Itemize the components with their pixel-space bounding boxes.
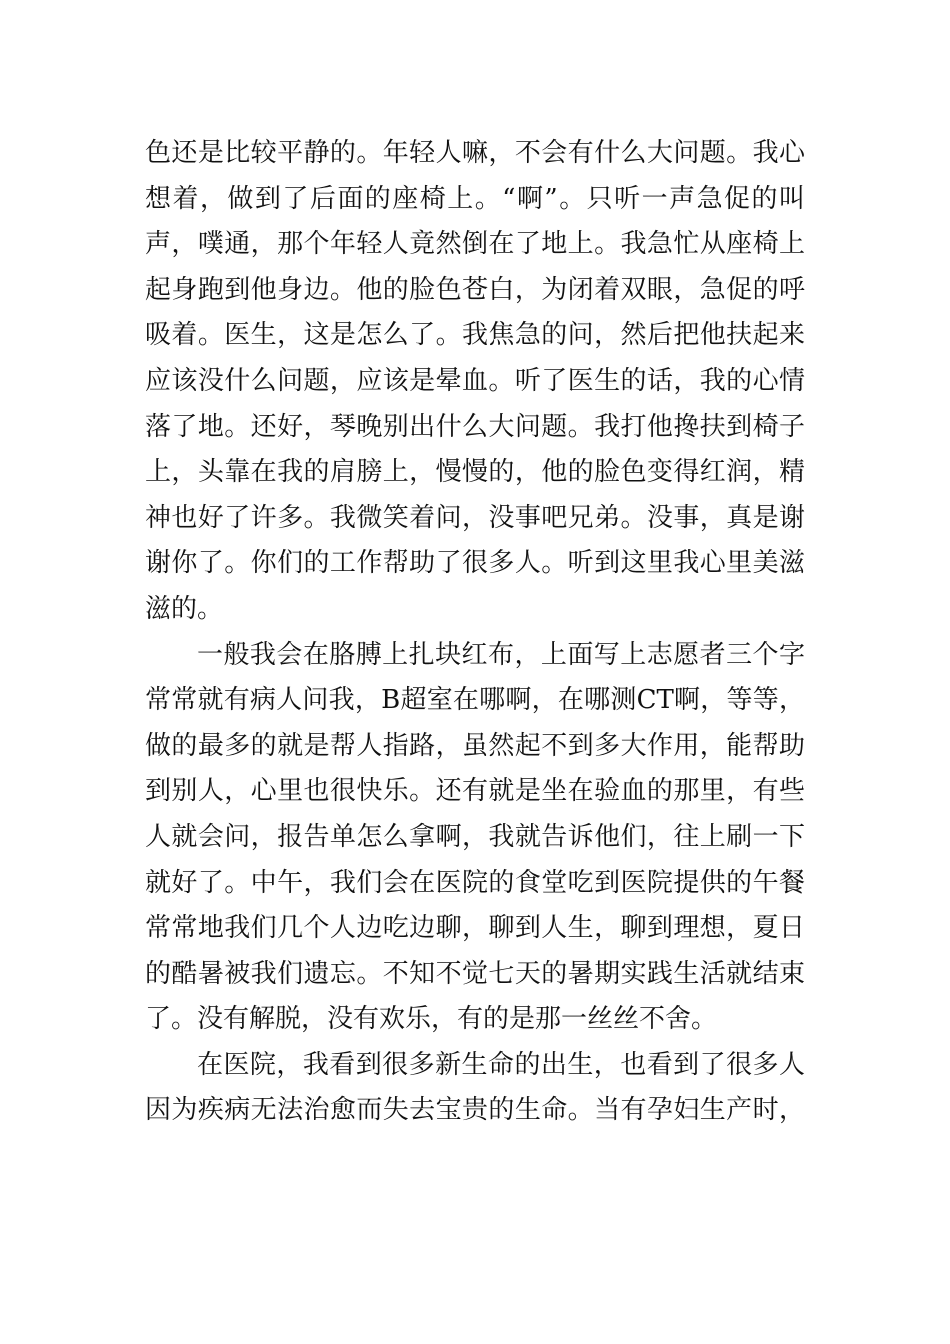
text-line: 上，头靠在我的肩膀上，慢慢的，他的脸色变得红润，精 bbox=[145, 457, 805, 488]
paragraph-2 bbox=[145, 633, 805, 1043]
text-line: 做的最多的就是帮人指路，虽然起不到多大作用，能帮助 bbox=[145, 730, 805, 761]
text-line: 常常地我们几个人边吃边聊，聊到人生，聊到理想，夏日 bbox=[145, 913, 805, 944]
text-line: 应该没什么问题，应该是晕血。听了医生的话，我的心情 bbox=[145, 365, 805, 396]
text-line: 神也好了许多。我微笑着问，没事吧兄弟。没事，真是谢 bbox=[145, 502, 805, 533]
text-line: 到别人，心里也很快乐。还有就是坐在验血的那里，有些 bbox=[145, 776, 805, 807]
paragraph-3 bbox=[145, 1043, 805, 1134]
text-line: 在医院，我看到很多新生命的出生，也看到了很多人 bbox=[197, 1049, 805, 1080]
text-line: 谢你了。你们的工作帮助了很多人。听到这里我心里美滋 bbox=[145, 548, 805, 579]
text-line: 落了地。还好，琴晚别出什么大问题。我打他搀扶到椅子 bbox=[145, 411, 805, 442]
text-line: 常常就有病人问我，B超室在哪啊，在哪测CT啊，等等， bbox=[145, 685, 805, 716]
text-line: 一般我会在胳膊上扎块红布，上面写上志愿者三个字 bbox=[197, 639, 805, 670]
text-line: 因为疾病无法治愈而失去宝贵的生命。当有孕妇生产时， bbox=[145, 1095, 805, 1126]
text-line: 起身跑到他身边。他的脸色苍白，为闭着双眼，急促的呼 bbox=[145, 274, 805, 305]
text-line: 色还是比较平静的。年轻人嘛，不会有什么大问题。我心 bbox=[145, 138, 805, 168]
text-line: 了。没有解脱，没有欢乐，有的是那一丝丝不舍。 bbox=[145, 1004, 718, 1035]
text-line: 的酷暑被我们遗忘。不知不觉七天的暑期实践生活就结束 bbox=[145, 958, 805, 989]
text-line: 人就会问，报告单怎么拿啊，我就告诉他们，往上刷一下 bbox=[145, 821, 805, 852]
text-line: 声，噗通，那个年轻人竟然倒在了地上。我急忙从座椅上 bbox=[145, 229, 805, 260]
text-line: 想着，做到了后面的座椅上。“啊”。只听一声急促的叫 bbox=[145, 183, 805, 214]
body-text bbox=[145, 131, 805, 1134]
paragraph-1 bbox=[145, 131, 805, 633]
text-line: 滋的。 bbox=[145, 593, 224, 624]
text-line: 吸着。医生，这是怎么了。我焦急的问，然后把他扶起来 bbox=[145, 320, 805, 351]
text-line: 就好了。中午，我们会在医院的食堂吃到医院提供的午餐 bbox=[145, 867, 805, 898]
